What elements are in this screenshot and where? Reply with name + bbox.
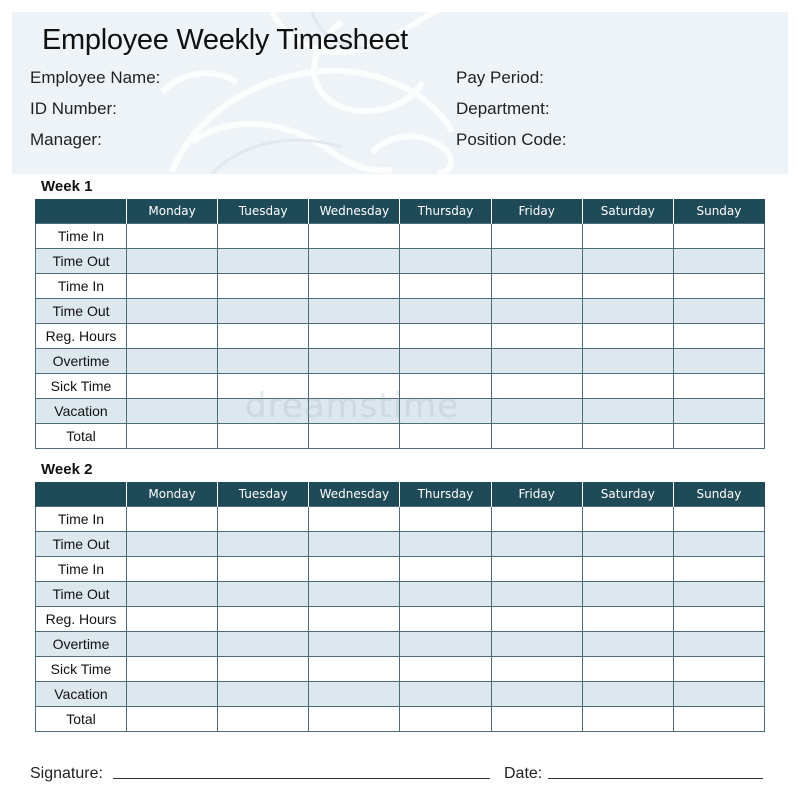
table-row bbox=[36, 532, 765, 557]
timesheet-cell-tuesday[interactable] bbox=[218, 349, 309, 374]
table-row bbox=[36, 424, 765, 449]
timesheet-cell-thursday[interactable] bbox=[400, 607, 491, 632]
timesheet-cell-wednesday[interactable] bbox=[309, 224, 400, 249]
timesheet-cell-monday[interactable] bbox=[127, 707, 218, 732]
timesheet-cell-wednesday[interactable] bbox=[309, 557, 400, 582]
timesheet-cell-tuesday[interactable] bbox=[218, 374, 309, 399]
timesheet-cell-friday[interactable] bbox=[491, 349, 582, 374]
timesheet-cell-friday[interactable] bbox=[491, 374, 582, 399]
timesheet-cell-saturday[interactable] bbox=[582, 324, 673, 349]
timesheet-cell-friday[interactable] bbox=[491, 274, 582, 299]
timesheet-cell-sunday[interactable] bbox=[673, 557, 764, 582]
timesheet-cell-sunday[interactable] bbox=[673, 399, 764, 424]
timesheet-cell-wednesday[interactable] bbox=[309, 374, 400, 399]
timesheet-cell-saturday[interactable] bbox=[582, 224, 673, 249]
row-label: Time In bbox=[36, 557, 127, 582]
timesheet-cell-wednesday[interactable] bbox=[309, 532, 400, 557]
timesheet-cell-friday[interactable] bbox=[491, 249, 582, 274]
timesheet-cell-monday[interactable] bbox=[127, 507, 218, 532]
timesheet-cell-saturday[interactable] bbox=[582, 657, 673, 682]
week-1-label: Week 1 bbox=[41, 178, 93, 195]
timesheet-cell-friday[interactable] bbox=[491, 657, 582, 682]
timesheet-cell-sunday[interactable] bbox=[673, 607, 764, 632]
row-label: Sick Time bbox=[36, 374, 127, 399]
day-header-thursday: Thursday bbox=[400, 199, 491, 224]
timesheet-cell-thursday[interactable] bbox=[400, 249, 491, 274]
table-row bbox=[36, 374, 765, 399]
table-row bbox=[36, 399, 765, 424]
timesheet-cell-wednesday[interactable] bbox=[309, 274, 400, 299]
table-row bbox=[36, 274, 765, 299]
corner-header bbox=[36, 482, 127, 507]
timesheet-cell-friday[interactable] bbox=[491, 299, 582, 324]
timesheet-cell-friday[interactable] bbox=[491, 224, 582, 249]
row-label: Time Out bbox=[36, 582, 127, 607]
day-header-monday: Monday bbox=[127, 482, 218, 507]
timesheet-cell-thursday[interactable] bbox=[400, 657, 491, 682]
timesheet-cell-tuesday[interactable] bbox=[218, 532, 309, 557]
timesheet-cell-wednesday[interactable] bbox=[309, 299, 400, 324]
timesheet-cell-monday[interactable] bbox=[127, 374, 218, 399]
timesheet-cell-saturday[interactable] bbox=[582, 249, 673, 274]
timesheet-cell-thursday[interactable] bbox=[400, 424, 491, 449]
timesheet-cell-friday[interactable] bbox=[491, 557, 582, 582]
timesheet-cell-saturday[interactable] bbox=[582, 557, 673, 582]
timesheet-cell-monday[interactable] bbox=[127, 657, 218, 682]
timesheet-cell-thursday[interactable] bbox=[400, 324, 491, 349]
timesheet-cell-friday[interactable] bbox=[491, 424, 582, 449]
timesheet-cell-sunday[interactable] bbox=[673, 299, 764, 324]
pay-period-label: Pay Period: bbox=[456, 68, 544, 87]
timesheet-cell-sunday[interactable] bbox=[673, 632, 764, 657]
table-row bbox=[36, 224, 765, 249]
date-label: Date: bbox=[504, 765, 543, 782]
timesheet-cell-friday[interactable] bbox=[491, 707, 582, 732]
timesheet-cell-monday[interactable] bbox=[127, 399, 218, 424]
timesheet-cell-friday[interactable] bbox=[491, 607, 582, 632]
timesheet-cell-wednesday[interactable] bbox=[309, 424, 400, 449]
signature-label: Signature: bbox=[30, 765, 103, 782]
day-header-friday: Friday bbox=[491, 199, 582, 224]
table-row bbox=[36, 349, 765, 374]
timesheet-cell-sunday[interactable] bbox=[673, 224, 764, 249]
timesheet-cell-friday[interactable] bbox=[491, 532, 582, 557]
timesheet-cell-thursday[interactable] bbox=[400, 557, 491, 582]
timesheet-cell-saturday[interactable] bbox=[582, 299, 673, 324]
timesheet-cell-saturday[interactable] bbox=[582, 532, 673, 557]
timesheet-cell-sunday[interactable] bbox=[673, 349, 764, 374]
timesheet-cell-thursday[interactable] bbox=[400, 582, 491, 607]
timesheet-cell-saturday[interactable] bbox=[582, 582, 673, 607]
week-2-header-row bbox=[36, 482, 765, 507]
table-row bbox=[36, 707, 765, 732]
timesheet-cell-monday[interactable] bbox=[127, 582, 218, 607]
timesheet-cell-wednesday[interactable] bbox=[309, 349, 400, 374]
watermark: dreamstime bbox=[245, 386, 460, 426]
timesheet-cell-monday[interactable] bbox=[127, 632, 218, 657]
table-row bbox=[36, 507, 765, 532]
week-2-label: Week 2 bbox=[41, 461, 93, 478]
row-label: Time In bbox=[36, 224, 127, 249]
day-header-wednesday: Wednesday bbox=[309, 199, 400, 224]
timesheet-cell-sunday[interactable] bbox=[673, 657, 764, 682]
week-1-table bbox=[35, 199, 765, 449]
timesheet-cell-thursday[interactable] bbox=[400, 632, 491, 657]
day-header-friday: Friday bbox=[491, 482, 582, 507]
employee-name-label: Employee Name: bbox=[30, 68, 161, 87]
row-label: Overtime bbox=[36, 632, 127, 657]
timesheet-cell-monday[interactable] bbox=[127, 532, 218, 557]
row-label: Reg. Hours bbox=[36, 324, 127, 349]
row-label: Reg. Hours bbox=[36, 607, 127, 632]
timesheet-cell-saturday[interactable] bbox=[582, 507, 673, 532]
timesheet-cell-monday[interactable] bbox=[127, 274, 218, 299]
timesheet-cell-tuesday[interactable] bbox=[218, 274, 309, 299]
timesheet-cell-wednesday[interactable] bbox=[309, 324, 400, 349]
timesheet-cell-thursday[interactable] bbox=[400, 707, 491, 732]
timesheet-cell-friday[interactable] bbox=[491, 582, 582, 607]
row-label: Vacation bbox=[36, 399, 127, 424]
timesheet-cell-tuesday[interactable] bbox=[218, 632, 309, 657]
header-panel bbox=[12, 12, 788, 174]
row-label: Sick Time bbox=[36, 657, 127, 682]
timesheet-cell-thursday[interactable] bbox=[400, 349, 491, 374]
timesheet-cell-sunday[interactable] bbox=[673, 274, 764, 299]
day-header-saturday: Saturday bbox=[582, 482, 673, 507]
timesheet-cell-monday[interactable] bbox=[127, 324, 218, 349]
timesheet-cell-friday[interactable] bbox=[491, 507, 582, 532]
corner-header bbox=[36, 199, 127, 224]
date-line[interactable] bbox=[548, 778, 763, 779]
timesheet-cell-sunday[interactable] bbox=[673, 324, 764, 349]
timesheet-cell-sunday[interactable] bbox=[673, 507, 764, 532]
timesheet-cell-monday[interactable] bbox=[127, 349, 218, 374]
signature-line[interactable] bbox=[113, 778, 490, 779]
timesheet-cell-tuesday[interactable] bbox=[218, 707, 309, 732]
timesheet-cell-wednesday[interactable] bbox=[309, 632, 400, 657]
timesheet-cell-sunday[interactable] bbox=[673, 374, 764, 399]
day-header-saturday: Saturday bbox=[582, 199, 673, 224]
row-label: Total bbox=[36, 424, 127, 449]
timesheet-cell-thursday[interactable] bbox=[400, 374, 491, 399]
timesheet-cell-saturday[interactable] bbox=[582, 632, 673, 657]
timesheet-cell-tuesday[interactable] bbox=[218, 607, 309, 632]
timesheet-cell-friday[interactable] bbox=[491, 632, 582, 657]
table-row bbox=[36, 249, 765, 274]
timesheet-cell-tuesday[interactable] bbox=[218, 507, 309, 532]
timesheet-cell-sunday[interactable] bbox=[673, 682, 764, 707]
timesheet-cell-thursday[interactable] bbox=[400, 299, 491, 324]
page-title: Employee Weekly Timesheet bbox=[42, 24, 408, 56]
timesheet-cell-thursday[interactable] bbox=[400, 224, 491, 249]
week-1-header-row bbox=[36, 199, 765, 224]
timesheet-cell-sunday[interactable] bbox=[673, 249, 764, 274]
row-label: Time Out bbox=[36, 299, 127, 324]
timesheet-cell-tuesday[interactable] bbox=[218, 557, 309, 582]
timesheet-cell-saturday[interactable] bbox=[582, 607, 673, 632]
timesheet-cell-sunday[interactable] bbox=[673, 532, 764, 557]
timesheet-cell-saturday[interactable] bbox=[582, 424, 673, 449]
day-header-monday: Monday bbox=[127, 199, 218, 224]
timesheet-cell-thursday[interactable] bbox=[400, 682, 491, 707]
day-header-tuesday: Tuesday bbox=[218, 482, 309, 507]
row-label: Time Out bbox=[36, 532, 127, 557]
timesheet-cell-wednesday[interactable] bbox=[309, 507, 400, 532]
timesheet-cell-sunday[interactable] bbox=[673, 707, 764, 732]
department-label: Department: bbox=[456, 99, 550, 118]
row-label: Time Out bbox=[36, 249, 127, 274]
table-row bbox=[36, 299, 765, 324]
timesheet-cell-monday[interactable] bbox=[127, 682, 218, 707]
row-label: Vacation bbox=[36, 682, 127, 707]
timesheet-cell-wednesday[interactable] bbox=[309, 682, 400, 707]
week-2-table bbox=[35, 482, 765, 732]
timesheet-cell-sunday[interactable] bbox=[673, 582, 764, 607]
row-label: Total bbox=[36, 707, 127, 732]
timesheet-cell-tuesday[interactable] bbox=[218, 399, 309, 424]
timesheet-cell-wednesday[interactable] bbox=[309, 399, 400, 424]
table-row bbox=[36, 582, 765, 607]
timesheet-cell-saturday[interactable] bbox=[582, 274, 673, 299]
timesheet-cell-tuesday[interactable] bbox=[218, 682, 309, 707]
timesheet-cell-monday[interactable] bbox=[127, 224, 218, 249]
timesheet-cell-friday[interactable] bbox=[491, 682, 582, 707]
timesheet-cell-wednesday[interactable] bbox=[309, 707, 400, 732]
timesheet-cell-tuesday[interactable] bbox=[218, 224, 309, 249]
timesheet-cell-thursday[interactable] bbox=[400, 532, 491, 557]
table-row bbox=[36, 682, 765, 707]
day-header-tuesday: Tuesday bbox=[218, 199, 309, 224]
timesheet-cell-thursday[interactable] bbox=[400, 399, 491, 424]
timesheet-cell-saturday[interactable] bbox=[582, 349, 673, 374]
timesheet-cell-thursday[interactable] bbox=[400, 507, 491, 532]
timesheet-cell-wednesday[interactable] bbox=[309, 657, 400, 682]
id-number-label: ID Number: bbox=[30, 99, 117, 118]
timesheet-cell-saturday[interactable] bbox=[582, 399, 673, 424]
timesheet-cell-monday[interactable] bbox=[127, 424, 218, 449]
timesheet-cell-friday[interactable] bbox=[491, 399, 582, 424]
day-header-thursday: Thursday bbox=[400, 482, 491, 507]
timesheet-cell-wednesday[interactable] bbox=[309, 582, 400, 607]
table-row bbox=[36, 632, 765, 657]
row-label: Time In bbox=[36, 274, 127, 299]
timesheet-cell-tuesday[interactable] bbox=[218, 582, 309, 607]
timesheet-cell-thursday[interactable] bbox=[400, 274, 491, 299]
position-code-label: Position Code: bbox=[456, 130, 567, 149]
day-header-sunday: Sunday bbox=[673, 199, 764, 224]
timesheet-cell-tuesday[interactable] bbox=[218, 424, 309, 449]
table-row bbox=[36, 324, 765, 349]
timesheet-cell-friday[interactable] bbox=[491, 324, 582, 349]
row-label: Time In bbox=[36, 507, 127, 532]
timesheet-cell-wednesday[interactable] bbox=[309, 607, 400, 632]
timesheet-cell-tuesday[interactable] bbox=[218, 324, 309, 349]
manager-label: Manager: bbox=[30, 130, 102, 149]
timesheet-cell-monday[interactable] bbox=[127, 607, 218, 632]
timesheet-cell-tuesday[interactable] bbox=[218, 249, 309, 274]
timesheet-cell-saturday[interactable] bbox=[582, 682, 673, 707]
row-label: Overtime bbox=[36, 349, 127, 374]
timesheet-cell-saturday[interactable] bbox=[582, 374, 673, 399]
timesheet-cell-sunday[interactable] bbox=[673, 424, 764, 449]
timesheet-cell-tuesday[interactable] bbox=[218, 657, 309, 682]
timesheet-cell-monday[interactable] bbox=[127, 249, 218, 274]
timesheet-cell-monday[interactable] bbox=[127, 299, 218, 324]
day-header-wednesday: Wednesday bbox=[309, 482, 400, 507]
day-header-sunday: Sunday bbox=[673, 482, 764, 507]
timesheet-cell-wednesday[interactable] bbox=[309, 249, 400, 274]
timesheet-cell-saturday[interactable] bbox=[582, 707, 673, 732]
timesheet-cell-monday[interactable] bbox=[127, 557, 218, 582]
timesheet-cell-tuesday[interactable] bbox=[218, 299, 309, 324]
table-row bbox=[36, 657, 765, 682]
table-row bbox=[36, 557, 765, 582]
table-row bbox=[36, 607, 765, 632]
